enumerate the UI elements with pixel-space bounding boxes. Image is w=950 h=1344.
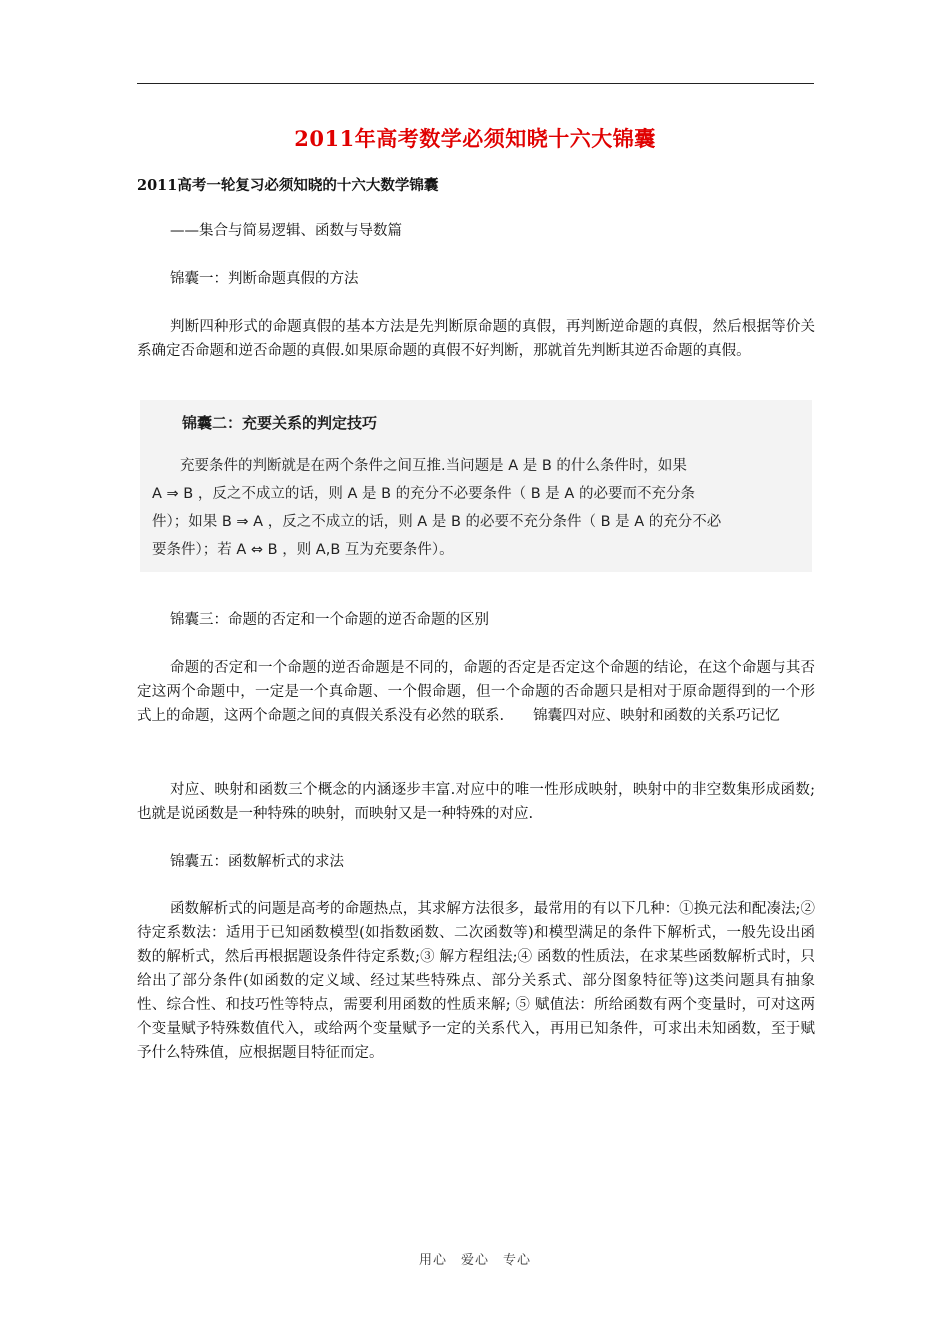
tip1-paragraph: 判断四种形式的命题真假的基本方法是先判断原命题的真假，再判断逆命题的真假，然后根据等价关系确定否命题和逆否命题的真假.如果原命题的真假不好判断，那就首先判断其逆否命题的真假。 [137, 319, 815, 359]
tip4-paragraph: 对应、映射和函数三个概念的内涵逐步丰富.对应中的唯一性形成映射，映射中的非空数集形成函数;也就是说函数是一种特殊的映射，而映射又是一种特殊的对应. [137, 782, 815, 822]
document-title: 2011年高考数学必须知晓十六大锦囊 [294, 126, 656, 151]
tip3-heading: 锦囊三：命题的否定和一个命题的逆否命题的区别 [170, 612, 489, 628]
document-subtitle: 2011高考一轮复习必须知晓的十六大数学锦囊 [137, 177, 439, 194]
tip5-heading: 锦囊五：函数解析式的求法 [170, 854, 344, 870]
tip2-line-4: 要条件）；若 A ⇔ B ，则 A,B 互为充要条件）。 [152, 542, 454, 558]
page-footer: 用心 爱心 专心 [418, 1253, 531, 1268]
section-header: ——集合与简易逻辑、函数与导数篇 [170, 223, 402, 239]
tip5-paragraph: 函数解析式的问题是高考的命题热点，其求解方法很多，最常用的有以下几种：①换元法和配凑法;② 待定系数法：适用于已知函数模型(如指数函数、二次函数等)和模型满足的条件下解析式，一般先设出函数的解析式，然后再根据题设条件待定系数;③ 解方程组法;④ 函数的性质法，在求某些函数解析式时，只给出了部分条件(如函数的定义域、经过某些特殊点、部分关系式、部分图象特征等)这类问题具有抽象性、综合性、和技巧性等特点，需要利用函数的性质来解; ⑤ 赋值法：所给函数有两个变量时，可对这两个变量赋予特殊数值代入，或给两个变量赋予一定的关系代入，再用已知条件，可求出未知函数，至于赋予什么特殊值，应根据题目特征而定。 [137, 901, 815, 1061]
tip2-scanned-image [140, 400, 812, 572]
tip2-line-3: 件）；如果 B ⇒ A ，反之不成立的话，则 A 是 B 的必要不充分条件（ B 是 A 的充分不必 [152, 514, 722, 530]
tip1-heading: 锦囊一：判断命题真假的方法 [170, 271, 359, 287]
tip2-line-2: A ⇒ B ，反之不成立的话，则 A 是 B 的充分不必要条件（ B 是 A 的必要而不充分条 [152, 486, 695, 502]
tip2-line-1: 充要条件的判断就是在两个条件之间互推.当问题是 A 是 B 的什么条件时，如果 [180, 458, 687, 474]
header-rule [137, 83, 814, 84]
tip2-heading: 锦囊二：充要关系的判定技巧 [182, 414, 378, 432]
tip3-paragraph: 命题的否定和一个命题的逆否命题是不同的，命题的否定是否定这个命题的结论，在这个命题与其否定这两个命题中，一定是一个真命题、一个假命题，但一个命题的否命题只是相对于原命题得到的一个形式上的命题，这两个命题之间的真假关系没有必然的联系. 锦囊四对应、映射和函数的关系巧记忆 [137, 660, 815, 724]
